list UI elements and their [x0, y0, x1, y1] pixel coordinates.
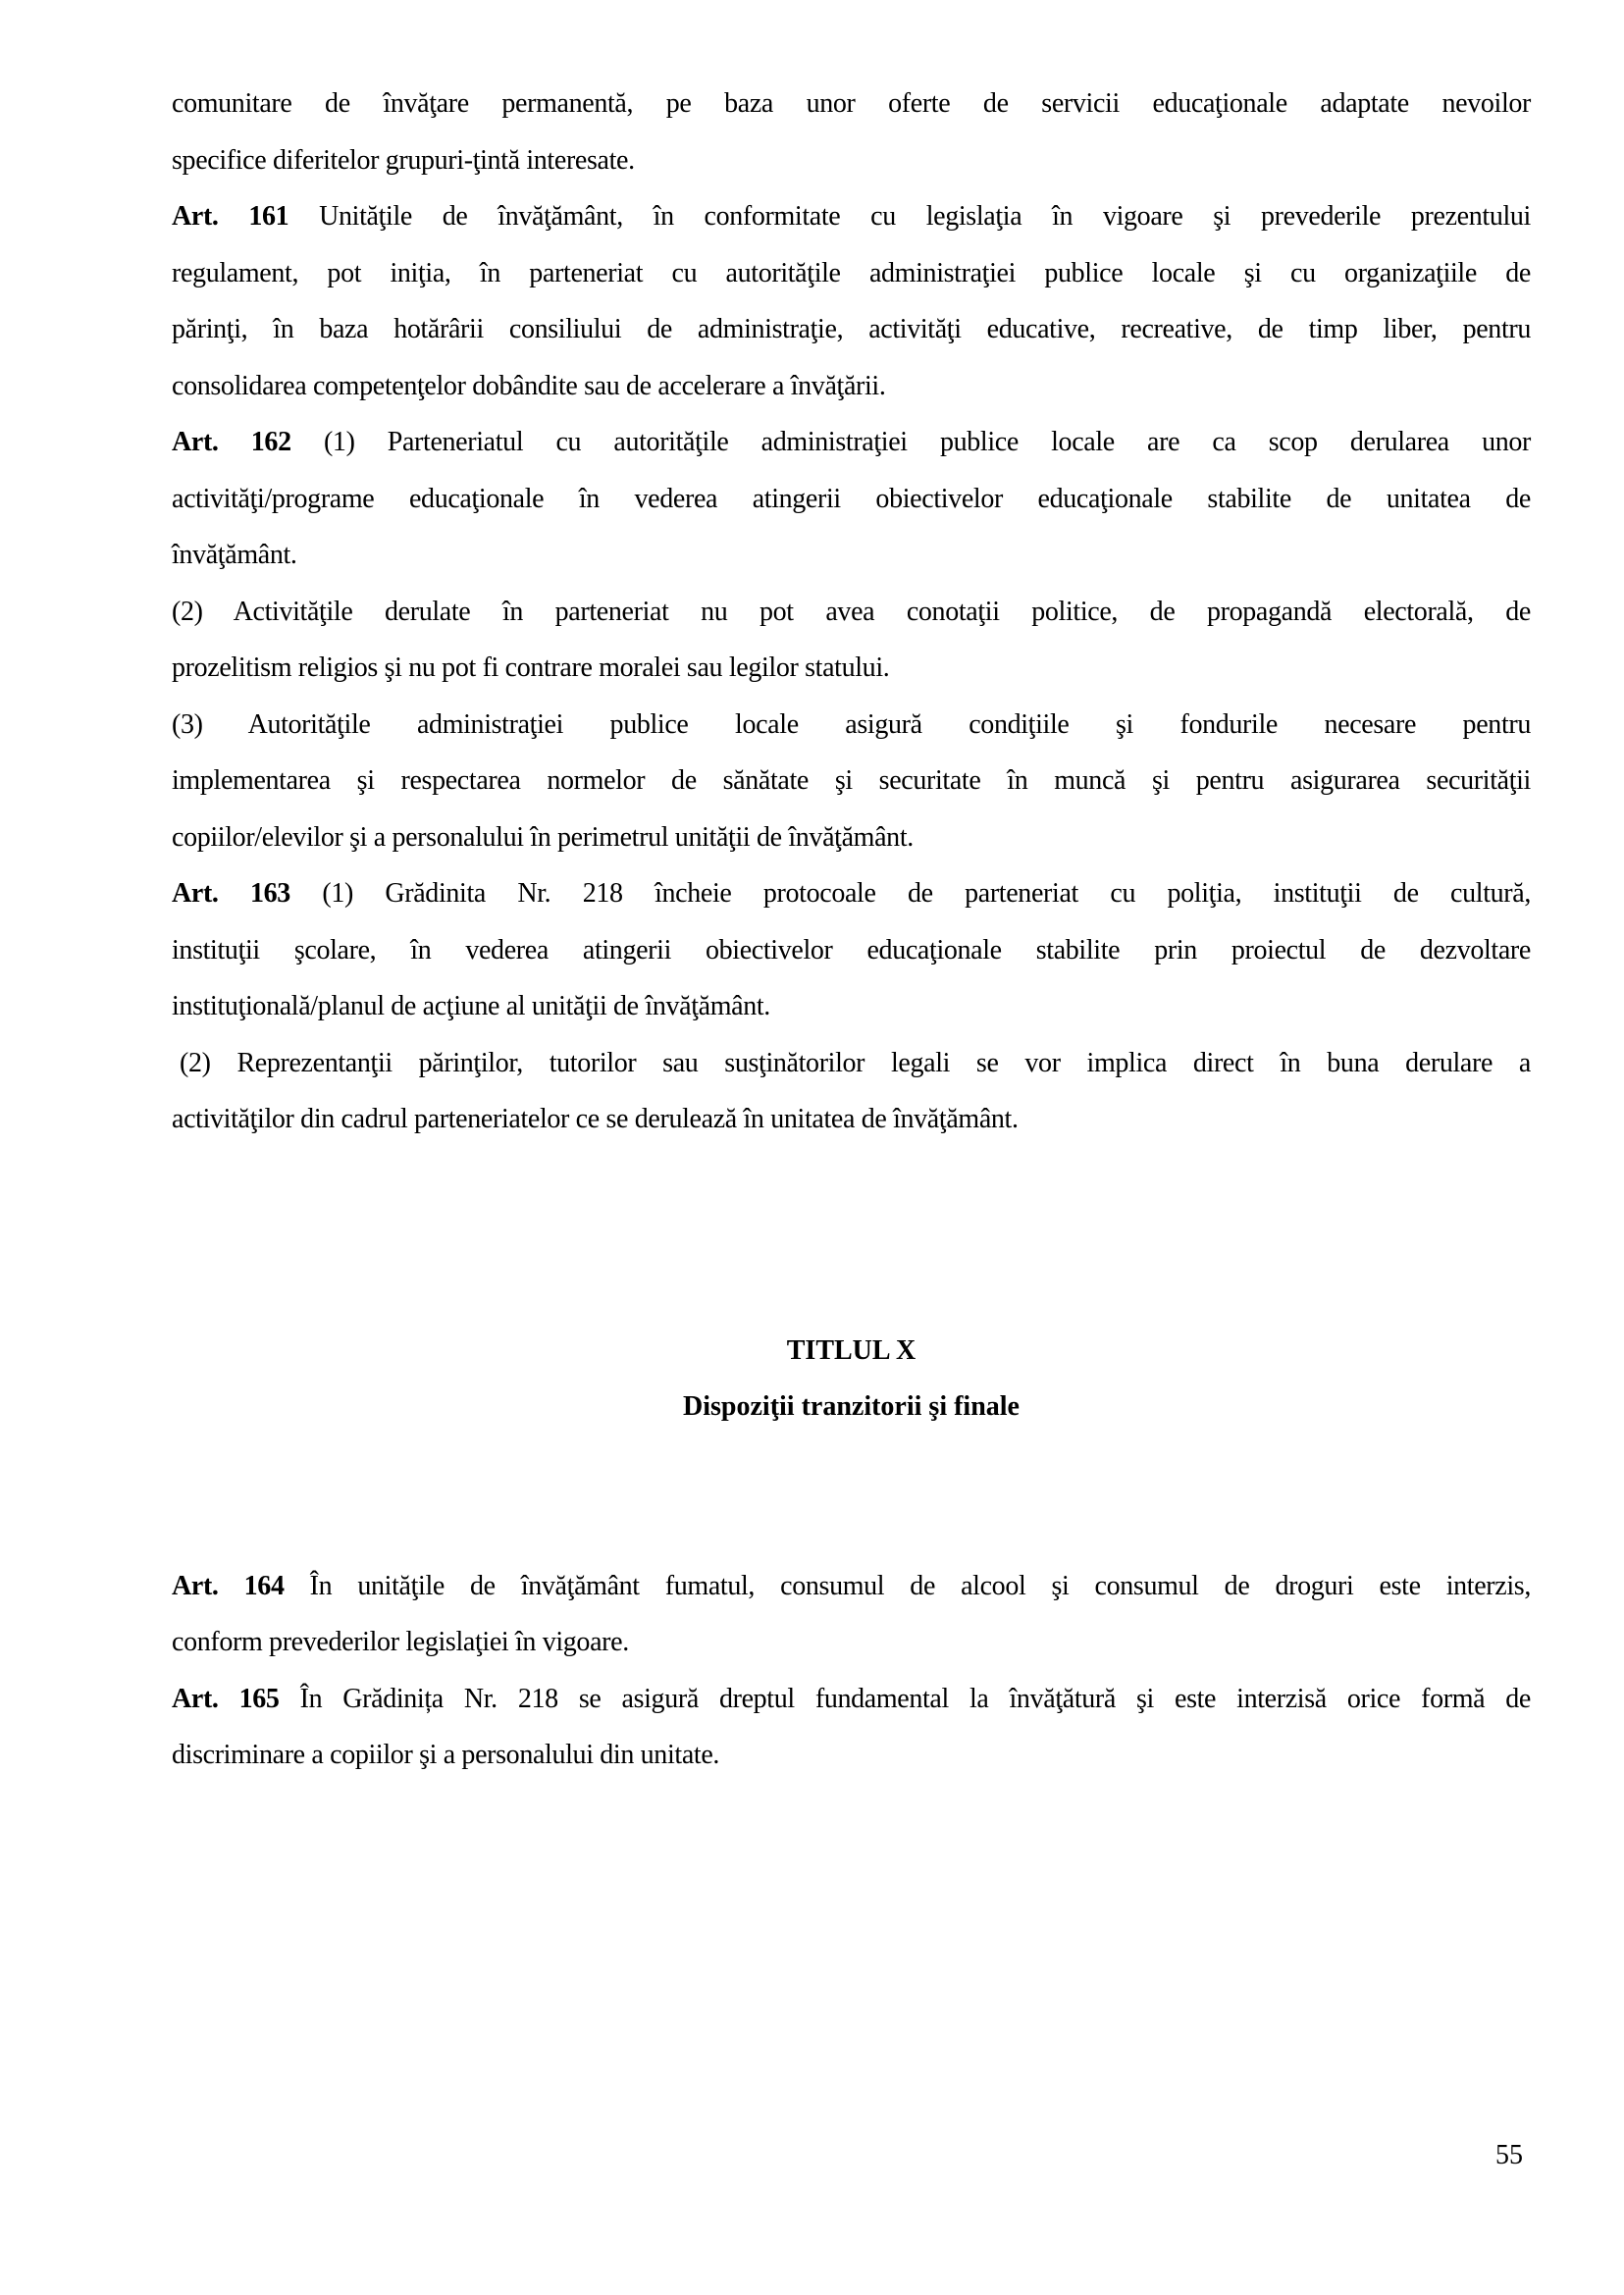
article-label: Art. 165 [172, 1683, 280, 1714]
text-line: învăţământ. [172, 540, 297, 570]
title-block [172, 1323, 1531, 1435]
paragraph-art-163-alin-2 [172, 1035, 1531, 1148]
text-line: părinţi, în baza hotărârii consiliului de administraţie, activităţi educative, recreative, de timp liber, pentru [172, 314, 1531, 344]
page-content [172, 76, 1531, 1784]
article-label: Art. 162 [172, 427, 291, 457]
text-line: instituţională/planul de acţiune al unităţii de învăţământ. [172, 991, 770, 1021]
text-line: Art. 164 În unităţile de învăţământ fumatul, consumul de alcool şi consumul de droguri este interzis, [172, 1570, 1531, 1601]
text-line: Art. 161 Unităţile de învăţământ, în conformitate cu legislaţia în vigoare şi prevederile prezentului [172, 201, 1531, 232]
article-label: Art. 164 [172, 1570, 285, 1601]
text-line: Art. 165 În Grădinița Nr. 218 se asigură dreptul fundamental la învăţătură şi este interzisă orice formă de [172, 1683, 1531, 1714]
text-line: activităţi/programe educaţionale în vederea atingerii obiectivelor educaţionale stabilite de unitatea de [172, 483, 1531, 514]
text-line: (3) Autorităţile administraţiei publice locale asigură condiţiile şi fondurile necesare pentru [172, 708, 1531, 740]
text-line: conform prevederilor legislaţiei în vigoare. [172, 1627, 629, 1657]
text-line: Art. 163 (1) Grădinita Nr. 218 încheie protocoale de parteneriat cu poliţia, instituţii de cultură, [172, 878, 1531, 909]
article-label: Art. 161 [172, 201, 289, 232]
paragraph-art-162-alin-3 [172, 697, 1531, 866]
text-line: Art. 162 (1) Parteneriatul cu autorităţile administraţiei publice locale are ca scop derularea unor [172, 427, 1531, 457]
text-line: activităţilor din cadrul parteneriatelor ce se derulează în unitatea de învăţământ. [172, 1104, 1019, 1134]
paragraph-art-163 [172, 865, 1531, 1035]
text-line: discriminare a copiilor şi a personalului din unitate. [172, 1740, 720, 1770]
text-line: instituţii şcolare, în vederea atingerii obiectivelor educaţionale stabilite prin proiectul de dezvoltare [172, 934, 1531, 965]
text-line: prozelitism religios şi nu pot fi contrare moralei sau legilor statului. [172, 652, 890, 683]
text-line: (2) Reprezentanţii părinţilor, tutorilor sau susţinătorilor legali se vor implica direct în buna derulare a [180, 1047, 1531, 1078]
text-line: implementarea şi respectarea normelor de sănătate şi securitate în muncă şi pentru asigurarea securităţii [172, 765, 1531, 796]
paragraph-art-162 [172, 414, 1531, 584]
article-label: Art. 163 [172, 878, 290, 909]
text-line: consolidarea competenţelor dobândite sau de accelerare a învăţării. [172, 370, 886, 401]
paragraph-art-165 [172, 1671, 1531, 1784]
text-line: regulament, pot iniţia, în parteneriat cu autorităţile administraţiei publice locale şi cu organizaţiile de [172, 257, 1531, 288]
page-number: 55 [1495, 2140, 1523, 2170]
text-line: (2) Activităţile derulate în parteneriat nu pot avea conotaţii politice, de propagandă electorală, de [172, 596, 1531, 627]
section-title: TITLUL X [786, 1334, 917, 1366]
paragraph-intro-continuation [172, 76, 1531, 188]
text-line: copiilor/elevilor şi a personalului în perimetrul unităţii de învăţământ. [172, 821, 914, 853]
text-line: comunitare de învăţare permanentă, pe baza unor oferte de servicii educaţionale adaptate nevoilor [172, 88, 1531, 119]
section-subtitle: Dispoziţii tranzitorii şi finale [683, 1391, 1020, 1422]
paragraph-art-164 [172, 1558, 1531, 1671]
paragraph-art-162-alin-2 [172, 584, 1531, 697]
paragraph-art-161 [172, 188, 1531, 414]
text-line: specifice diferitelor grupuri-ţintă interesate. [172, 144, 635, 176]
